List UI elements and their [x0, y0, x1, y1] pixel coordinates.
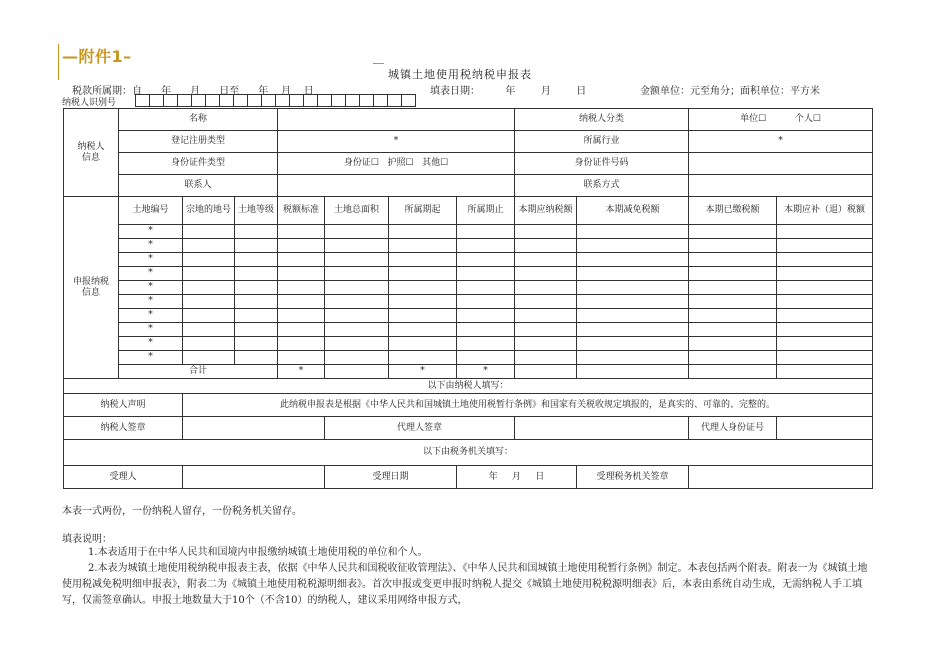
- fill-date-label: 填表日期： 年 月 日: [430, 86, 587, 97]
- table-row: [64, 281, 873, 295]
- column-header: 本期已缴税额: [689, 197, 777, 225]
- agent-signature-field[interactable]: [515, 417, 689, 440]
- total-mark: *: [278, 365, 325, 379]
- data-cell[interactable]: [278, 351, 325, 365]
- data-cell[interactable]: [689, 309, 777, 323]
- data-cell[interactable]: [577, 239, 689, 253]
- land-number-cell[interactable]: *: [119, 295, 183, 309]
- instruction-item-1: 1.本表适用于在中华人民共和国境内申报缴纳城镇土地使用税的单位和个人。: [88, 547, 428, 558]
- data-cell[interactable]: [235, 337, 278, 351]
- data-cell[interactable]: [457, 253, 515, 267]
- registration-type-field[interactable]: *: [278, 131, 515, 153]
- total-cell[interactable]: [689, 365, 777, 379]
- land-number-cell[interactable]: *: [119, 253, 183, 267]
- column-header: 土地总面积: [325, 197, 389, 225]
- data-cell[interactable]: [278, 337, 325, 351]
- data-cell[interactable]: [777, 309, 873, 323]
- data-cell[interactable]: [389, 225, 457, 239]
- data-cell[interactable]: [515, 323, 577, 337]
- data-cell[interactable]: [777, 267, 873, 281]
- data-cell[interactable]: [515, 295, 577, 309]
- data-cell[interactable]: [183, 253, 235, 267]
- data-cell[interactable]: [235, 351, 278, 365]
- data-cell[interactable]: [777, 225, 873, 239]
- data-cell[interactable]: [457, 295, 515, 309]
- total-cell[interactable]: [325, 365, 389, 379]
- data-cell[interactable]: [689, 323, 777, 337]
- data-cell[interactable]: [577, 323, 689, 337]
- column-header: 土地编号: [119, 197, 183, 225]
- column-header: 税额标准: [278, 197, 325, 225]
- total-cell[interactable]: [777, 365, 873, 379]
- data-cell[interactable]: [457, 323, 515, 337]
- column-header: 所属期起: [389, 197, 457, 225]
- data-cell[interactable]: [577, 267, 689, 281]
- table-row: [64, 323, 873, 337]
- unit-label: 金额单位：元至角分；面积单位：平方米: [640, 86, 820, 97]
- data-cell[interactable]: [577, 281, 689, 295]
- data-cell[interactable]: [183, 351, 235, 365]
- taxpayer-info-section-label: 纳税人 信息: [64, 109, 119, 197]
- data-cell[interactable]: [577, 225, 689, 239]
- data-cell[interactable]: [389, 253, 457, 267]
- data-cell[interactable]: [183, 225, 235, 239]
- table-row: [64, 351, 873, 365]
- data-cell[interactable]: [577, 351, 689, 365]
- data-cell[interactable]: [389, 239, 457, 253]
- office-seal-field[interactable]: [689, 466, 873, 489]
- data-cell[interactable]: [389, 351, 457, 365]
- data-cell[interactable]: [689, 337, 777, 351]
- data-cell[interactable]: [777, 351, 873, 365]
- data-cell[interactable]: [325, 267, 389, 281]
- data-cell[interactable]: [235, 295, 278, 309]
- name-field[interactable]: [278, 109, 515, 131]
- office-seal-label: 受理税务机关签章: [577, 466, 689, 489]
- attachment-marker-line: [58, 44, 59, 80]
- data-cell[interactable]: [777, 295, 873, 309]
- data-cell[interactable]: [325, 281, 389, 295]
- total-cell[interactable]: [577, 365, 689, 379]
- column-header: 本期应纳税额: [515, 197, 577, 225]
- tin-input-boxes[interactable]: [135, 94, 416, 107]
- tax-period-label: 税款所属期：自 年 月 日至 年 月 日: [72, 86, 314, 97]
- data-cell[interactable]: [183, 281, 235, 295]
- instruction-item-2: 2.本表为城镇土地使用税纳税申报表主表，依据《中华人民共和国税收征收管理法》、《中华人民共和国城镇土地使用税暂行条例》制定。本表包括两个附表。附表一为《城镇土地使用税减免税明细申报表》，附表二为《城镇土地使用税税源明细表》。首次申报或变更申报时纳税人提交《城镇土地使用税税源明细表》后，本表由系统自动生成，无需纳税人手工填写，仅需签章确认。申报土地数量大于10个（不含10）的纳税人，建议采用网络申报方式，: [62, 563, 868, 606]
- data-cell[interactable]: [325, 295, 389, 309]
- data-cell[interactable]: [325, 225, 389, 239]
- data-cell[interactable]: [777, 337, 873, 351]
- contact-person-label: 联系人: [119, 175, 278, 197]
- table-row: [64, 239, 873, 253]
- data-cell[interactable]: [278, 267, 325, 281]
- agent-id-label: 代理人身份证号: [689, 417, 777, 440]
- receive-date-label: 受理日期: [325, 466, 457, 489]
- data-cell[interactable]: [278, 253, 325, 267]
- data-cell[interactable]: [457, 309, 515, 323]
- id-type-label: 身份证件类型: [119, 153, 278, 175]
- data-cell[interactable]: [278, 239, 325, 253]
- taxpayer-signature-field[interactable]: [183, 417, 325, 440]
- industry-label: 所属行业: [515, 131, 689, 153]
- table-row: [64, 295, 873, 309]
- data-cell[interactable]: [389, 267, 457, 281]
- data-cell[interactable]: [457, 225, 515, 239]
- column-header: 本期应补（退）税额: [777, 197, 873, 225]
- receiver-field[interactable]: [183, 466, 325, 489]
- data-cell[interactable]: [235, 323, 278, 337]
- data-cell[interactable]: [515, 267, 577, 281]
- table-row: [64, 267, 873, 281]
- data-cell[interactable]: [278, 225, 325, 239]
- data-cell[interactable]: [278, 295, 325, 309]
- data-cell[interactable]: [515, 281, 577, 295]
- land-number-cell[interactable]: *: [119, 225, 183, 239]
- data-cell[interactable]: [325, 239, 389, 253]
- data-cell[interactable]: [689, 295, 777, 309]
- table-row: [64, 253, 873, 267]
- land-number-cell[interactable]: *: [119, 323, 183, 337]
- id-number-field[interactable]: [689, 153, 873, 175]
- data-cell[interactable]: [515, 253, 577, 267]
- taxpayer-category-options[interactable]: 单位☐ 个人☐: [689, 109, 873, 131]
- total-mark: *: [457, 365, 515, 379]
- data-cell[interactable]: [515, 309, 577, 323]
- land-number-cell[interactable]: *: [119, 337, 183, 351]
- data-cell[interactable]: [457, 351, 515, 365]
- column-header: 土地等级: [235, 197, 278, 225]
- data-cell[interactable]: [777, 253, 873, 267]
- column-header: 宗地的地号: [183, 197, 235, 225]
- data-cell[interactable]: [457, 239, 515, 253]
- column-header: 本期减免税额: [577, 197, 689, 225]
- data-cell[interactable]: [515, 239, 577, 253]
- data-cell[interactable]: [577, 295, 689, 309]
- contact-method-label: 联系方式: [515, 175, 689, 197]
- data-cell[interactable]: [325, 337, 389, 351]
- total-mark: *: [389, 365, 457, 379]
- table-row: [64, 225, 873, 239]
- data-cell[interactable]: [689, 225, 777, 239]
- data-cell[interactable]: [457, 267, 515, 281]
- data-cell[interactable]: [689, 281, 777, 295]
- data-cell[interactable]: [235, 267, 278, 281]
- data-cell[interactable]: [389, 337, 457, 351]
- data-cell[interactable]: [235, 253, 278, 267]
- table-row: [64, 337, 873, 351]
- data-cell[interactable]: [235, 309, 278, 323]
- data-cell[interactable]: [577, 253, 689, 267]
- id-number-label: 身份证件号码: [515, 153, 689, 175]
- data-cell[interactable]: [689, 267, 777, 281]
- attachment-label: —附件1–: [62, 47, 132, 66]
- data-cell[interactable]: [325, 253, 389, 267]
- data-cell[interactable]: [235, 281, 278, 295]
- data-cell[interactable]: [389, 309, 457, 323]
- data-cell[interactable]: [689, 239, 777, 253]
- statement-label: 纳税人声明: [64, 394, 183, 417]
- form-title: 城镇土地使用税纳税申报表: [388, 68, 532, 81]
- taxpayer-fill-heading: 以下由纳税人填写：: [64, 379, 873, 394]
- data-cell[interactable]: [689, 351, 777, 365]
- data-cell[interactable]: [777, 281, 873, 295]
- data-cell[interactable]: [577, 337, 689, 351]
- data-cell[interactable]: [389, 281, 457, 295]
- data-cell[interactable]: [183, 323, 235, 337]
- statement-text: 此纳税申报表是根据《中华人民共和国城镇土地使用税暂行条例》和国家有关税收规定填报的，是真实的、可靠的、完整的。: [183, 394, 873, 417]
- declaration-section-label: 申报纳税 信息: [64, 197, 119, 379]
- data-cell[interactable]: [183, 239, 235, 253]
- land-number-cell[interactable]: *: [119, 281, 183, 295]
- agent-id-field[interactable]: [777, 417, 873, 440]
- data-cell[interactable]: [325, 351, 389, 365]
- receive-date-field[interactable]: 年 月 日: [457, 466, 577, 489]
- declaration-form-table: [63, 108, 873, 489]
- data-cell[interactable]: [183, 337, 235, 351]
- contact-method-field[interactable]: [689, 175, 873, 197]
- data-cell[interactable]: [457, 337, 515, 351]
- data-cell[interactable]: [183, 295, 235, 309]
- data-cell[interactable]: [325, 309, 389, 323]
- land-number-cell[interactable]: *: [119, 267, 183, 281]
- contact-person-field[interactable]: [278, 175, 515, 197]
- data-cell[interactable]: [278, 323, 325, 337]
- tax-office-heading: 以下由税务机关填写：: [64, 440, 873, 466]
- copies-note: 本表一式两份，一份纳税人留存，一份税务机关留存。: [62, 506, 302, 517]
- data-cell[interactable]: [777, 239, 873, 253]
- data-cell[interactable]: [577, 309, 689, 323]
- taxpayer-category-label: 纳税人分类: [515, 109, 689, 131]
- table-row: [64, 309, 873, 323]
- total-cell[interactable]: [515, 365, 577, 379]
- land-number-cell[interactable]: *: [119, 351, 183, 365]
- receiver-label: 受理人: [64, 466, 183, 489]
- id-type-options[interactable]: 身份证☐ 护照☐ 其他☐: [278, 153, 515, 175]
- data-cell[interactable]: [325, 323, 389, 337]
- data-cell[interactable]: [235, 225, 278, 239]
- agent-signature-label: 代理人签章: [325, 417, 515, 440]
- land-number-cell[interactable]: *: [119, 309, 183, 323]
- data-cell[interactable]: [278, 281, 325, 295]
- data-cell[interactable]: [457, 281, 515, 295]
- data-cell[interactable]: [689, 253, 777, 267]
- data-cell[interactable]: [183, 309, 235, 323]
- registration-type-label: 登记注册类型: [119, 131, 278, 153]
- data-cell[interactable]: [515, 337, 577, 351]
- taxpayer-signature-label: 纳税人签章: [64, 417, 183, 440]
- instructions-heading: 填表说明：: [62, 534, 112, 545]
- tin-label: 纳税人识别号: [62, 98, 117, 108]
- total-row: [64, 365, 873, 379]
- data-cell[interactable]: [389, 295, 457, 309]
- data-cell[interactable]: [777, 323, 873, 337]
- industry-field[interactable]: *: [689, 131, 873, 153]
- data-cell[interactable]: [389, 323, 457, 337]
- data-cell[interactable]: [183, 267, 235, 281]
- total-label: 合计: [119, 365, 278, 379]
- decorative-dash: [373, 63, 384, 64]
- data-cell[interactable]: [515, 351, 577, 365]
- data-cell[interactable]: [235, 239, 278, 253]
- name-label: 名称: [119, 109, 278, 131]
- land-number-cell[interactable]: *: [119, 239, 183, 253]
- column-header: 所属期止: [457, 197, 515, 225]
- data-cell[interactable]: [515, 225, 577, 239]
- data-cell[interactable]: [278, 309, 325, 323]
